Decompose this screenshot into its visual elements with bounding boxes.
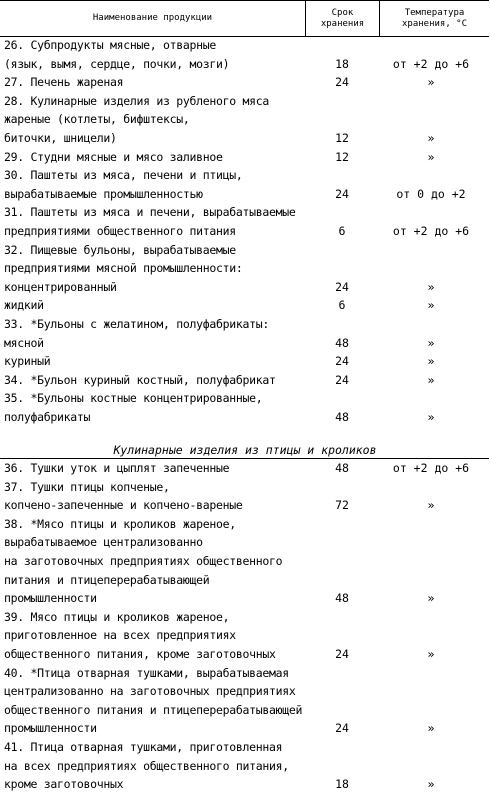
row-storage-temperature: » xyxy=(427,75,435,90)
row-storage-time: 48 xyxy=(335,335,349,350)
row-product-name: 39. Мясо птицы и кроликов жареное, xyxy=(4,609,230,624)
table-row xyxy=(0,92,490,110)
row-product-name: 35. *Бульоны костные концентрированные, xyxy=(4,391,263,406)
table-row xyxy=(0,626,490,644)
row-storage-time: 48 xyxy=(335,461,349,475)
table-row xyxy=(0,296,490,314)
row-product-name: жареные (котлеты, бифштексы, xyxy=(4,112,190,127)
table-row xyxy=(0,571,490,589)
row-product-name: копчено-запеченные и копчено-вареные xyxy=(4,498,243,513)
row-storage-time: 24 xyxy=(335,354,349,369)
table-row xyxy=(0,533,490,551)
table-row xyxy=(0,148,490,166)
table-row xyxy=(0,608,490,626)
section-title-poultry: Кулинарные изделия из птицы и кроликов xyxy=(113,443,377,457)
row-storage-temperature: » xyxy=(427,131,435,145)
header-storage-temperature: Температура хранения, °С xyxy=(401,7,468,29)
table-row xyxy=(0,55,490,73)
table-row xyxy=(0,166,490,184)
table-row xyxy=(0,496,490,514)
row-storage-time: 24 xyxy=(335,647,349,661)
row-storage-time: 48 xyxy=(335,591,349,606)
table-row xyxy=(0,589,490,607)
table-row xyxy=(0,459,490,477)
row-storage-time: 18 xyxy=(335,777,349,792)
row-storage-time: 24 xyxy=(335,721,349,736)
row-product-name: 34. *Бульон куриный костный, полуфабрикат xyxy=(4,372,276,387)
table-row xyxy=(0,719,490,737)
row-storage-temperature: » xyxy=(427,410,435,424)
table-row xyxy=(0,738,490,756)
row-product-name: 38. *Мясо птицы и кроликов жареное, xyxy=(4,516,236,531)
row-storage-temperature: » xyxy=(427,354,435,369)
table-row xyxy=(0,222,490,240)
row-storage-temperature: » xyxy=(427,647,435,661)
table-row xyxy=(0,389,490,407)
row-product-name: 37. Тушки птицы копченые, xyxy=(4,479,170,494)
row-product-name: 29. Студни мясные и мясо заливное xyxy=(4,149,223,164)
table-row xyxy=(0,515,490,533)
row-product-name: 40. *Птица отварная тушками, вырабатываемая xyxy=(4,665,289,680)
row-product-name: 32. Пищевые бульоны, вырабатываемые xyxy=(4,242,236,257)
row-storage-temperature: » xyxy=(427,721,435,736)
row-product-name: промышленности xyxy=(4,591,97,606)
row-storage-time: 18 xyxy=(335,56,349,71)
row-storage-time: 24 xyxy=(335,75,349,90)
row-storage-temperature: » xyxy=(427,777,435,792)
row-product-name: 31. Паштеты из мяса и печени, вырабатываемые xyxy=(4,205,296,220)
table-row xyxy=(0,185,490,203)
row-product-name: общественного питания и птицеперерабатывающей xyxy=(4,702,303,717)
row-product-name: приготовленное на всех предприятиях xyxy=(4,628,236,643)
row-storage-temperature: от +2 до +6 xyxy=(392,224,470,238)
row-storage-temperature: » xyxy=(427,335,435,350)
table-row xyxy=(0,241,490,259)
table-row xyxy=(0,73,490,91)
row-storage-time: 12 xyxy=(335,149,349,164)
row-storage-temperature: » xyxy=(427,298,435,313)
table-row xyxy=(0,352,490,370)
row-product-name: кроме заготовочных xyxy=(4,777,124,792)
row-product-name: вырабатываемое централизованно xyxy=(4,535,203,550)
table-row xyxy=(0,645,490,663)
table-row xyxy=(0,36,490,54)
header-product-name: Наименование продукции xyxy=(92,13,213,23)
row-storage-temperature: от +2 до +6 xyxy=(392,461,470,475)
row-storage-time: 72 xyxy=(335,498,349,513)
table-row xyxy=(0,278,490,296)
row-product-name: жидкий xyxy=(4,298,44,313)
table-row xyxy=(0,334,490,352)
row-storage-temperature: от 0 до +2 xyxy=(396,186,466,201)
table-row xyxy=(0,110,490,128)
table-row xyxy=(0,682,490,700)
header-storage-time: Срок хранения xyxy=(320,7,365,29)
row-storage-time: 24 xyxy=(335,186,349,201)
table-row xyxy=(0,203,490,221)
row-product-name: 41. Птица отварная тушками, приготовленная xyxy=(4,740,283,754)
row-product-name: (язык, вымя, сердце, почки, мозги) xyxy=(4,56,230,71)
row-product-name: вырабатываемые промышленностью xyxy=(4,186,203,201)
row-storage-time: 6 xyxy=(338,298,346,313)
row-product-name: предприятиями общественного питания xyxy=(4,224,236,238)
row-product-name: полуфабрикаты xyxy=(4,410,91,424)
row-product-name: биточки, шницели) xyxy=(4,131,117,145)
row-storage-time: 6 xyxy=(338,224,346,238)
table-row xyxy=(0,259,490,277)
table-row xyxy=(0,552,490,570)
row-storage-temperature: » xyxy=(427,591,435,606)
table-row xyxy=(0,757,490,775)
row-product-name: мясной xyxy=(4,335,44,350)
row-product-name: 26. Субпродукты мясные, отварные xyxy=(4,38,216,52)
table-row xyxy=(0,775,490,793)
row-storage-time: 24 xyxy=(335,279,349,294)
row-product-name: 30. Паштеты из мяса, печени и птицы, xyxy=(4,168,243,183)
row-storage-time: 48 xyxy=(335,410,349,424)
row-product-name: централизованно на заготовочных предприятиях xyxy=(4,684,296,699)
row-product-name: предприятиями мясной промышленности: xyxy=(4,261,243,276)
table-row xyxy=(0,315,490,333)
row-product-name: питания и птицеперерабатывающей xyxy=(4,572,210,587)
table-row xyxy=(0,408,490,426)
row-storage-time: 12 xyxy=(335,131,349,145)
row-product-name: куриный xyxy=(4,354,51,369)
table-row xyxy=(0,664,490,682)
row-product-name: на всех предприятиях общественного питания, xyxy=(4,758,289,773)
table-row xyxy=(0,701,490,719)
row-product-name: общественного питания, кроме заготовочных xyxy=(4,647,276,661)
table-row xyxy=(0,129,490,147)
row-product-name: промышленности xyxy=(4,721,97,736)
row-product-name: 36. Тушки уток и цыплят запеченные xyxy=(4,461,230,475)
row-product-name: 33. *Бульоны с желатином, полуфабрикаты: xyxy=(4,317,269,331)
table-row xyxy=(0,478,490,496)
row-product-name: на заготовочных предприятиях общественного xyxy=(4,554,283,568)
row-storage-temperature: » xyxy=(427,372,435,387)
table-row xyxy=(0,371,490,389)
row-product-name: 28. Кулинарные изделия из рубленого мяса xyxy=(4,93,269,108)
row-storage-time: 24 xyxy=(335,372,349,387)
row-storage-temperature: » xyxy=(427,498,435,513)
row-storage-temperature: от +2 до +6 xyxy=(392,56,470,71)
row-product-name: концентрированный xyxy=(4,279,117,294)
row-storage-temperature: » xyxy=(427,149,435,164)
row-product-name: 27. Печень жареная xyxy=(4,75,124,90)
table-header xyxy=(0,0,489,37)
row-storage-temperature: » xyxy=(427,279,435,294)
